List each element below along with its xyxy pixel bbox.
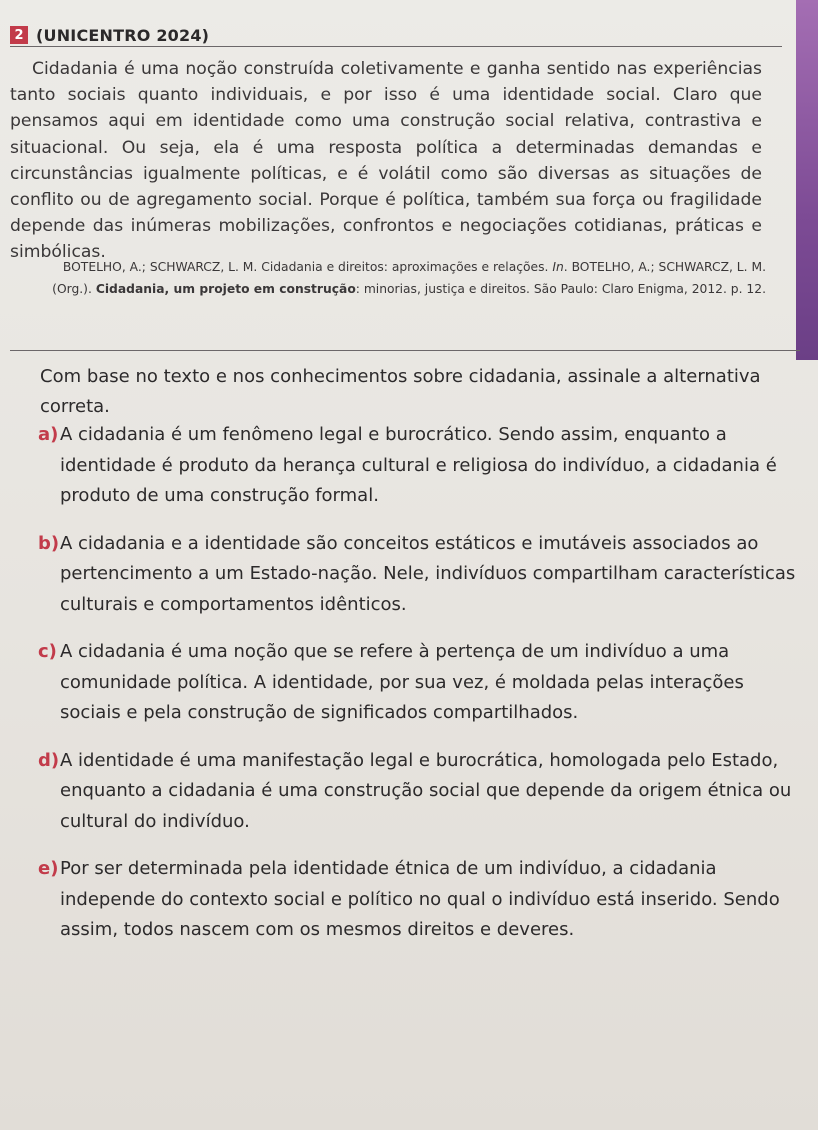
option-e-text: Por ser determinada pela identidade étnica de um indivíduo, a cidadania independe do contexto social e político no qual o indivíduo está inserido. Sendo assim, todos nascem com os mesmos direitos e deveres.	[60, 858, 780, 940]
option-e[interactable]	[38, 854, 810, 946]
citation-part3: : minorias, justiça e direitos. São Paulo: Claro Enigma, 2012. p. 12.	[355, 282, 766, 296]
citation	[40, 256, 766, 300]
option-d[interactable]	[38, 746, 810, 838]
passage-bottom-divider	[10, 350, 800, 351]
option-e-letter: e)	[38, 858, 59, 879]
question-number: 2	[10, 26, 28, 44]
passage-paragraph: Cidadania é uma noção construída coletivamente e ganha sentido nas experiências tanto sociais quanto individuais, e por isso é uma identidade social. Claro que pensamos aqui em identidade como uma construção social relativa, contrastiva e situacional. Ou seja, ela é uma resposta política a determinadas demandas e circunstâncias igualmente políticas, e é volátil como são diversas as situações de conflito ou de agregamento social. Porque é política, também sua força ou fragilidade depende das inúmeras mobilizações, confrontos e negociações cotidianas, práticas e simbólicas.	[10, 59, 762, 263]
page-edge-tab	[796, 0, 818, 360]
option-c-letter: c)	[38, 641, 57, 662]
citation-part2: . BOTELHO, A.; SCHWARCZ, L. M. (Org.).	[52, 260, 766, 296]
citation-in-word: In	[552, 260, 564, 274]
question-source: (UNICENTRO 2024)	[36, 25, 210, 45]
question-prompt: Com base no texto e nos conhecimentos sobre cidadania, assinale a alternativa correta.	[40, 366, 761, 417]
option-a-letter: a)	[38, 424, 59, 445]
option-a-text: A cidadania é um fenômeno legal e burocrático. Sendo assim, enquanto a identidade é produto da herança cultural e religiosa do indivíduo, a cidadania é produto de uma construção formal.	[60, 424, 777, 506]
option-d-text: A identidade é uma manifestação legal e burocrática, homologada pelo Estado, enquanto a cidadania é uma construção social que depende da origem étnica ou cultural do indivíduo.	[60, 749, 792, 832]
option-b-text: A cidadania e a identidade são conceitos estáticos e imutáveis associados ao pertencimento a um Estado-nação. Nele, indivíduos compartilham características culturais e comportamentos idênticos.	[60, 532, 796, 615]
passage-text-block	[10, 56, 762, 266]
option-c-text: A cidadania é uma noção que se refere à pertença de um indivíduo a uma comunidade política. A identidade, por sua vez, é moldada pelas interações sociais e pela construção de significados compartilhados.	[60, 641, 744, 723]
question-header	[10, 24, 209, 46]
citation-book-title: Cidadania, um projeto em construção	[95, 282, 356, 296]
option-d-letter: d)	[38, 749, 60, 771]
passage-top-divider	[10, 46, 782, 47]
citation-part1: BOTELHO, A.; SCHWARCZ, L. M. Cidadania e direitos: aproximações e relações.	[62, 260, 553, 274]
option-b-letter: b)	[38, 532, 60, 554]
answer-options	[38, 420, 810, 963]
option-a[interactable]	[38, 420, 810, 512]
option-c[interactable]	[38, 637, 810, 729]
option-b[interactable]	[38, 529, 810, 621]
